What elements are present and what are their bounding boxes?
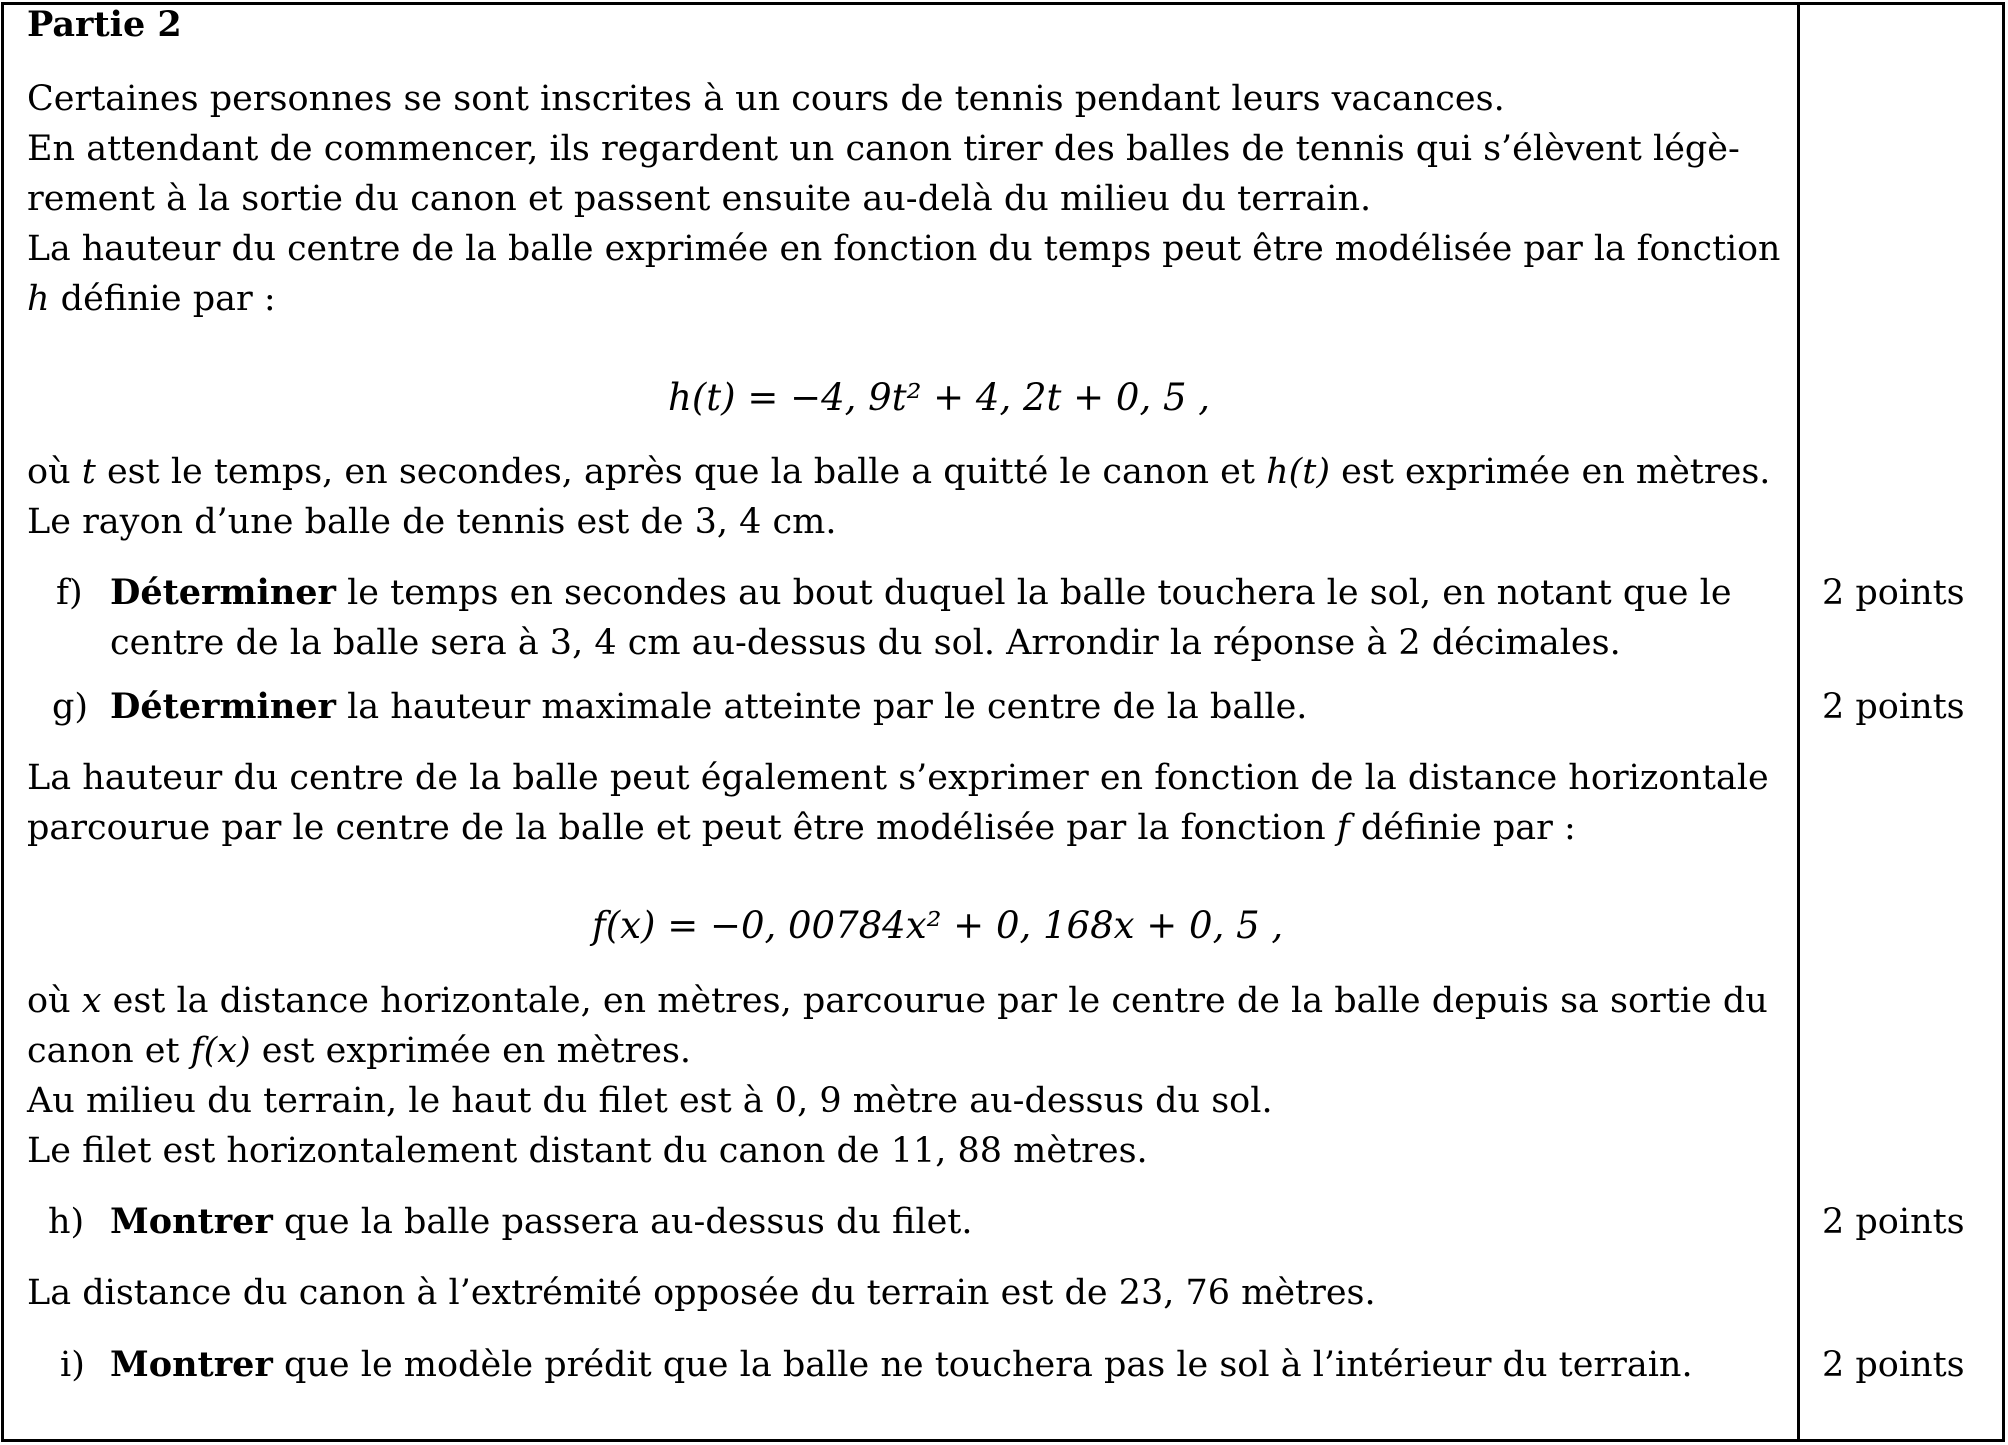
question-g-line (110, 682, 1307, 732)
intro-line-4: La hauteur du centre de la balle exprimée en fonction du temps peut être modélisée par la fonction (27, 229, 1781, 269)
question-g-verb: Déterminer (110, 686, 336, 727)
after-f-line-1-a: où (27, 981, 82, 1021)
after-h-line-1-c: est exprimée en mètres. (1330, 452, 1771, 492)
after-f-line-4: Le filet est horizontalement distant du canon de 11, 88 mètres. (27, 1131, 1148, 1171)
after-f-line-1-b: est la distance horizontale, en mètres, parcourue par le centre de la balle depuis sa sortie du (101, 981, 1768, 1021)
question-h-line (110, 1197, 973, 1247)
function-h-t: h(t) (1266, 452, 1331, 492)
question-h-points: 2 points (1822, 1202, 1965, 1242)
points-column-divider (1797, 2, 1800, 1442)
question-g-points: 2 points (1822, 687, 1965, 727)
question-h-rest: que la balle passera au-dessus du filet. (272, 1202, 973, 1242)
middle-line-2 (27, 803, 1576, 853)
variable-f: f (1336, 808, 1350, 848)
after-h-line-1 (27, 447, 1770, 497)
middle-line-2-a: parcourue par le centre de la balle et peut être modélisée par la fonction (27, 808, 1337, 848)
intro-line-1: Certaines personnes se sont inscrites à un cours de tennis pendant leurs vacances. (27, 79, 1505, 119)
question-f-line-2: centre de la balle sera à 3, 4 cm au-dessus du sol. Arrondir la réponse à 2 décimales. (110, 623, 1621, 663)
after-f-line-2-b: est exprimée en mètres. (250, 1031, 692, 1071)
question-f-line-1 (110, 568, 1732, 618)
intro-line-5-rest: définie par : (49, 279, 276, 319)
question-f-points: 2 points (1822, 573, 1965, 613)
question-g-rest: la hauteur maximale atteinte par le centre de la balle. (335, 687, 1308, 727)
variable-t: t (81, 452, 96, 492)
question-h-verb: Montrer (110, 1201, 273, 1242)
question-i-label: i) (60, 1345, 85, 1385)
after-h-line-2: Le rayon d’une balle de tennis est de 3, 4 cm. (27, 502, 837, 542)
question-i-rest: que le modèle prédit que la balle ne touchera pas le sol à l’intérieur du terrain. (272, 1345, 1693, 1385)
intro-line-5 (27, 274, 276, 324)
question-g-label: g) (52, 687, 89, 727)
middle-line-2-b: définie par : (1349, 808, 1576, 848)
after-f-line-2-a: canon et (27, 1031, 191, 1071)
section-title: Partie 2 (27, 4, 182, 45)
last-paragraph: La distance du canon à l’extrémité opposée du terrain est de 23, 76 mètres. (27, 1273, 1376, 1313)
after-f-line-2 (27, 1026, 691, 1076)
intro-line-3: rement à la sortie du canon et passent ensuite au-delà du milieu du terrain. (27, 179, 1372, 219)
function-f-x: f(x) (190, 1031, 251, 1071)
variable-h: h (27, 279, 50, 319)
question-h-label: h) (48, 1202, 85, 1242)
middle-line-1: La hauteur du centre de la balle peut également s’exprimer en fonction de la distance horizontale (27, 758, 1769, 798)
equation-f: f(x) = −0, 00784x² + 0, 168x + 0, 5 , (592, 904, 1284, 947)
question-i-verb: Montrer (110, 1344, 273, 1385)
after-f-line-3: Au milieu du terrain, le haut du filet est à 0, 9 mètre au-dessus du sol. (27, 1081, 1273, 1121)
after-f-line-1 (27, 976, 1768, 1026)
question-i-points: 2 points (1822, 1345, 1965, 1385)
intro-line-2: En attendant de commencer, ils regardent un canon tirer des balles de tennis qui s’élèvent légè- (27, 129, 1740, 169)
after-h-line-1-b: est le temps, en secondes, après que la balle a quitté le canon et (95, 452, 1267, 492)
question-f-verb: Déterminer (110, 572, 336, 613)
after-h-line-1-a: où (27, 452, 82, 492)
question-i-line (110, 1340, 1693, 1390)
equation-h: h(t) = −4, 9t² + 4, 2t + 0, 5 , (668, 376, 1211, 419)
question-f-line-1-rest: le temps en secondes au bout duquel la balle touchera le sol, en notant que le (335, 573, 1732, 613)
question-f-label: f) (56, 573, 83, 613)
variable-x: x (81, 981, 102, 1021)
